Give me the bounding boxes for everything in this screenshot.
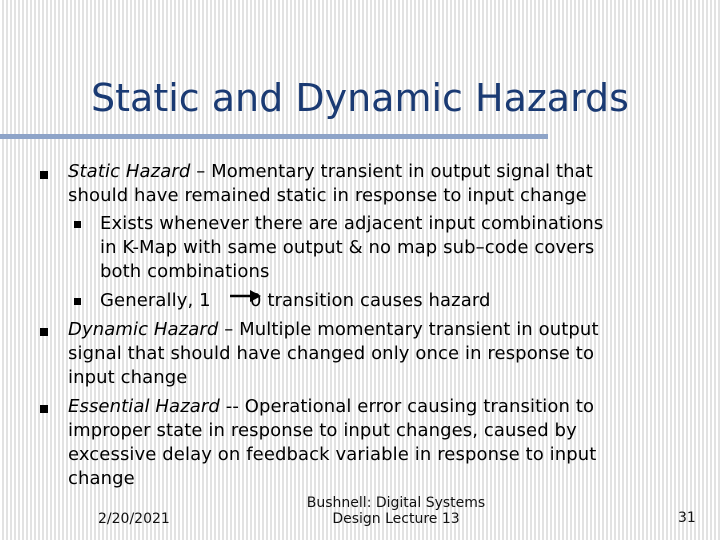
static-hazard-def: – Momentary transient in output signal that	[190, 161, 593, 182]
square-bullet-icon	[74, 298, 81, 305]
page-number: 31	[678, 510, 696, 526]
dynamic-hazard-line-3: input change	[68, 367, 188, 388]
essential-hazard-term: Essential Hazard	[68, 396, 220, 417]
square-bullet-icon	[40, 171, 48, 179]
static-hazard-line-1	[68, 161, 593, 183]
static-hazard-term: Static Hazard	[68, 161, 191, 182]
footer-course-line-1: Bushnell: Digital Systems	[306, 495, 486, 511]
essential-hazard-line-1	[68, 396, 594, 418]
essential-hazard-line-4: change	[68, 468, 135, 489]
essential-hazard-line-3: excessive delay on feedback variable in response to input	[68, 444, 597, 465]
static-hazard-line-2: should have remained static in response to input change	[68, 185, 587, 206]
dynamic-hazard-line-1	[68, 319, 599, 341]
footer-course-line-2: Design Lecture 13	[332, 511, 460, 527]
slide-title: Static and Dynamic Hazards	[91, 76, 629, 120]
dynamic-hazard-line-2: signal that should have changed only once in response to	[68, 343, 595, 364]
dynamic-hazard-term: Dynamic Hazard	[68, 319, 219, 340]
square-bullet-icon	[40, 328, 48, 336]
essential-hazard-line-2: improper state in response to input changes, caused by	[68, 420, 577, 441]
static-sub2-before: Generally, 1	[100, 290, 211, 311]
static-sub2-after: 0 transition causes hazard	[250, 290, 491, 311]
footer-date: 2/20/2021	[98, 511, 170, 527]
footer-course	[276, 495, 516, 527]
static-sub1-line-3: both combinations	[100, 261, 270, 282]
dynamic-hazard-def: – Multiple momentary transient in output	[218, 319, 599, 340]
static-sub1-line-1: Exists whenever there are adjacent input combinations	[100, 213, 604, 234]
static-sub1-line-2: in K-Map with same output & no map sub–code covers	[100, 237, 595, 258]
square-bullet-icon	[40, 405, 48, 413]
essential-hazard-def: -- Operational error causing transition to	[219, 396, 595, 417]
square-bullet-icon	[74, 221, 81, 228]
